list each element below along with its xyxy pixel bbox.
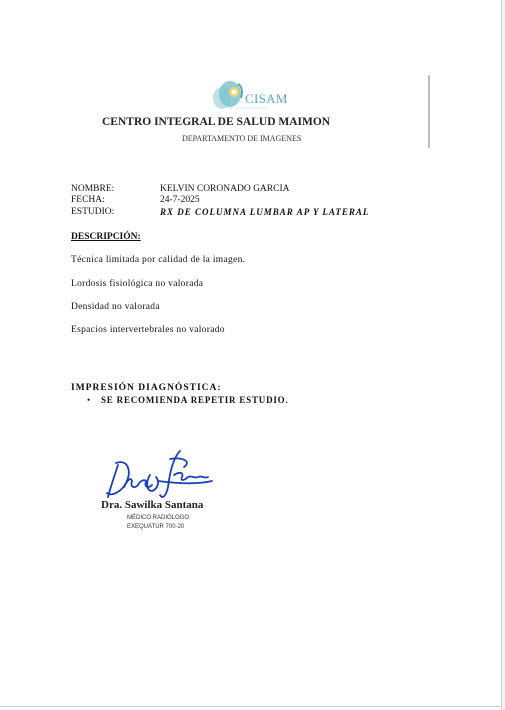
handwritten-signature-icon [104,447,216,501]
description-line: Lordosis fisiológica no valorada [71,279,204,289]
patient-name-label: NOMBRE: [71,184,115,194]
description-line: Densidad no valorada [71,302,160,312]
description-line: Técnica limitada por calidad de la imagen. [71,255,246,265]
page-border-right [501,0,502,710]
date-value: 24-7-2025 [160,195,200,205]
study-value: RX DE COLUMNA LUMBAR AP Y LATERAL [160,207,370,217]
impression-item: SE RECOMIENDA REPETIR ESTUDIO. [101,395,289,405]
header-divider [428,75,430,148]
patient-name-value: KELVIN CORONADO GARCIA [160,184,290,194]
page-border-bottom [0,706,502,707]
signatory-registration: EXEQUATUR 700-20 [127,524,185,530]
signatory-role: MÉDICO RADIÓLOGO [127,515,190,521]
description-line: Espacios intervertebrales no valorado [71,325,225,335]
bullet-icon: • [87,395,91,405]
study-label: ESTUDIO: [71,207,115,217]
department-name: DEPARTAMENTO DE IMAGENES [182,134,302,143]
logo-text: CISAM [245,91,288,106]
signatory-name: Dra. Sawilka Santana [101,499,204,511]
description-title: DESCRIPCIÓN: [71,232,141,242]
impression-title: IMPRESIÓN DIAGNÓSTICA: [71,383,222,393]
date-label: FECHA: [71,195,105,205]
organization-name: CENTRO INTEGRAL DE SALUD MAIMON [102,116,331,128]
